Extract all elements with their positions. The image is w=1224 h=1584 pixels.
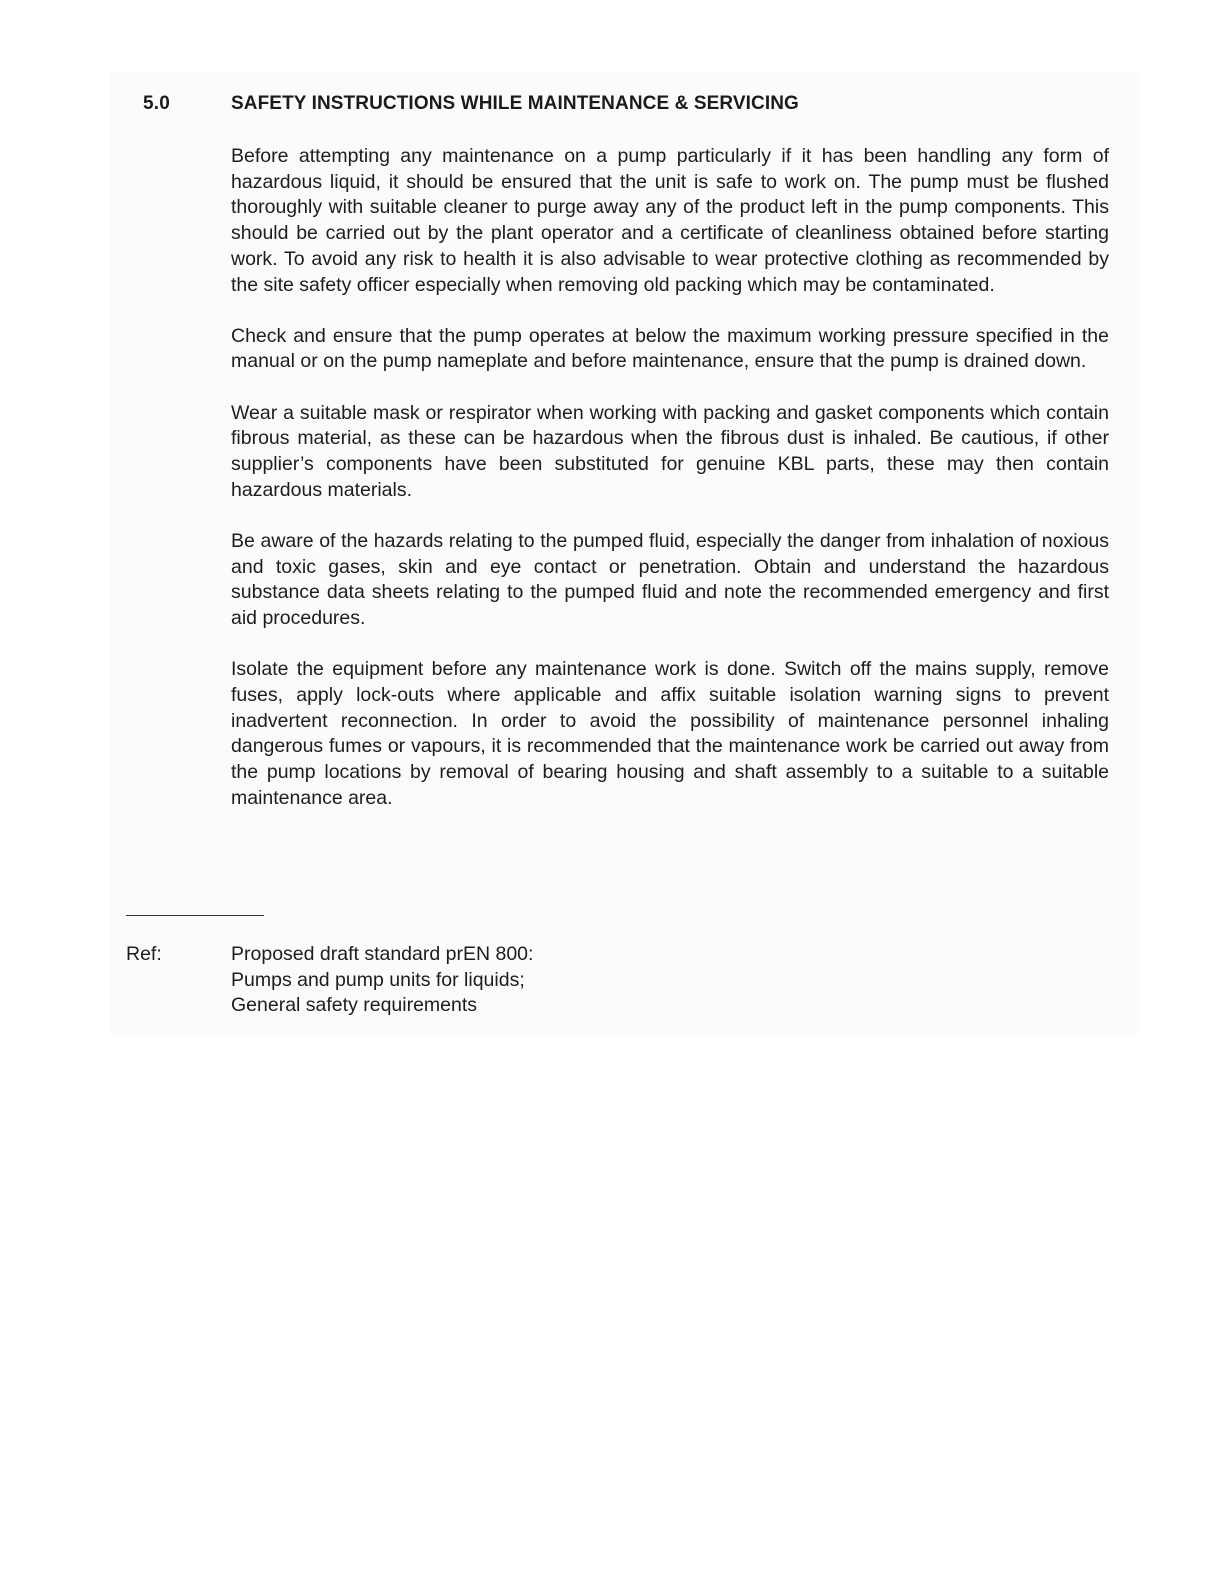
section-number: 5.0 — [143, 93, 171, 114]
paragraph-decontamination: Before attempting any maintenance on a pump particularly if it has been handling any form of hazardous liquid, it should be ensured that the unit is safe to work on. The pump must be flushed thoroughly with suitable cleaner to purge away any of the product left in the pump components. This should be carried out by the plant operator and a certificate of cleanliness obtained before starting work. To avoid any risk to health it is also advisable to wear protective clothing as recommended by the site safety officer especially when removing old packing which may be contaminated. — [231, 145, 1109, 296]
reference-text — [231, 942, 533, 1019]
paragraph-isolation: Isolate the equipment before any maintenance work is done. Switch off the mains supply, remove fuses, apply lock-outs where applicable and affix suitable isolation warning signs to prevent inadvertent reconnection. In order to avoid the possibility of maintenance personnel inhaling dangerous fumes or vapours, it is recommended that the maintenance work be carried out away from the pump locations by removal of bearing housing and shaft assembly to a suitable to a suitable maintenance area. — [231, 658, 1109, 809]
section-body — [231, 144, 1109, 837]
paragraph-fluid-hazards: Be aware of the hazards relating to the pumped fluid, especially the danger from inhalation of noxious and toxic gases, skin and eye contact or penetration. Obtain and understand the hazardous substance data sheets relating to the pumped fluid and note the recommended emergency and first aid procedures. — [231, 529, 1109, 630]
reference-line: General safety requirements — [231, 994, 478, 1017]
reference-line: Pumps and pump units for liquids; — [231, 968, 525, 991]
reference-line: Proposed draft standard prEN 800: — [231, 943, 534, 965]
section-title: SAFETY INSTRUCTIONS WHILE MAINTENANCE & SERVICING — [231, 93, 799, 114]
reference-label: Ref: — [126, 943, 162, 965]
paragraph-pressure-check: Check and ensure that the pump operates at below the maximum working pressure specified in the manual or on the pump nameplate and before maintenance, ensure that the pump is drained down. — [231, 324, 1109, 373]
paragraph-respirator: Wear a suitable mask or respirator when working with packing and gasket components which contain fibrous material, as these can be hazardous when the fibrous dust is inhaled. Be cautious, if other supplier’s components have been substituted for genuine KBL parts, these may then contain hazardous materials. — [231, 401, 1109, 501]
footnote-divider — [126, 915, 264, 916]
